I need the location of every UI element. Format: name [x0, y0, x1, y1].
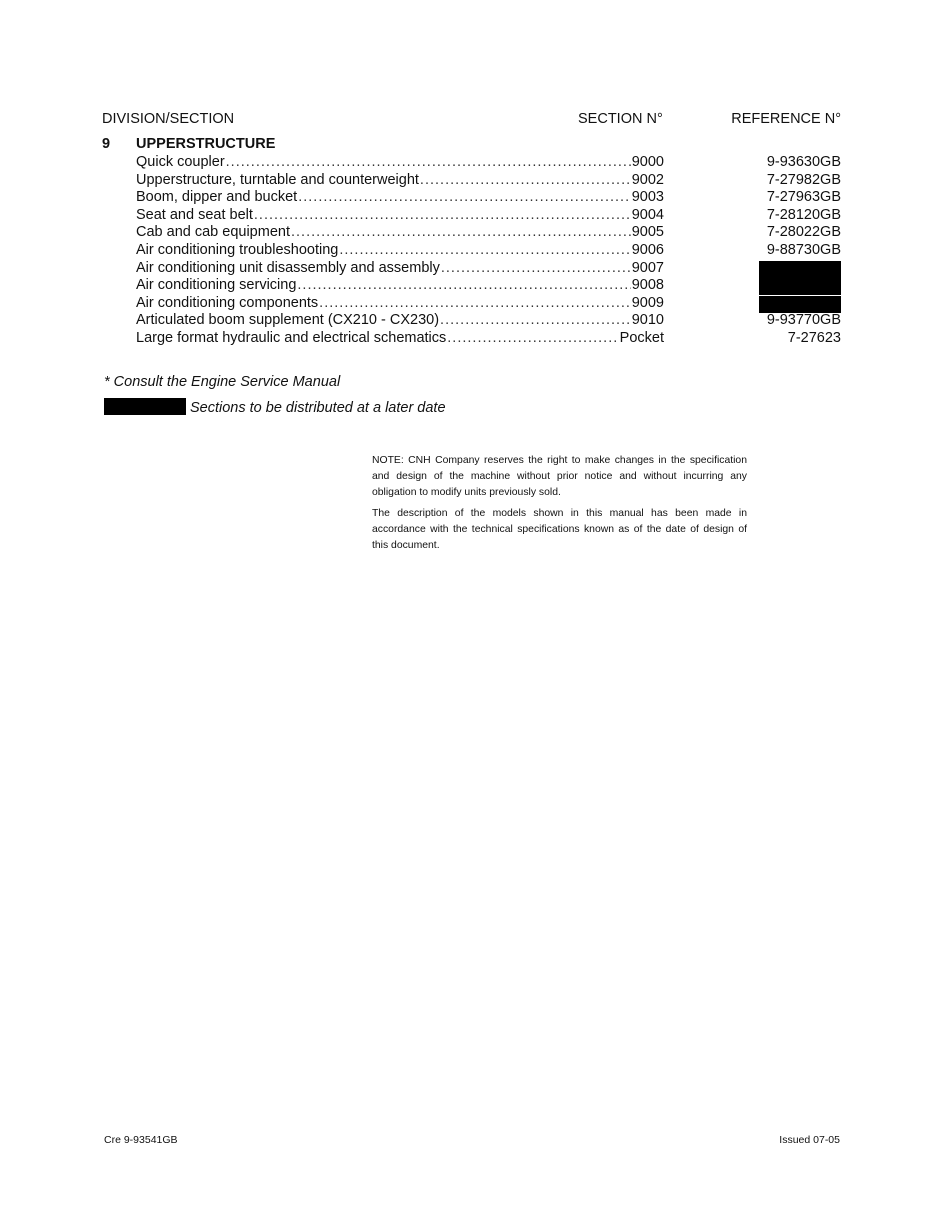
entry-reference-number: 7-28022GB: [766, 224, 841, 241]
legend-swatch: [104, 398, 186, 415]
entry-label: Cab and cab equipment: [136, 224, 290, 241]
table-row: [136, 260, 841, 278]
entry-label: Articulated boom supplement (CX210 - CX230): [136, 312, 440, 329]
table-row: [136, 154, 841, 172]
dot-leader: [339, 242, 630, 260]
section-number: 9: [102, 136, 111, 152]
entry-leader: [136, 224, 664, 242]
table-row: [136, 224, 841, 242]
entry-section-number: 9009: [631, 294, 664, 311]
footer-issue-date: Issued 07-05: [779, 1134, 840, 1146]
entry-label: Quick coupler: [136, 154, 225, 170]
dot-leader: [298, 189, 631, 207]
entry-reference-number: 9-88730GB: [766, 241, 841, 258]
footnote: * Consult the Engine Service Manual: [104, 374, 341, 390]
entry-section-number: Pocket: [619, 329, 664, 346]
table-row: [136, 172, 841, 190]
table-row: [136, 207, 841, 225]
table-row: [136, 189, 841, 207]
entry-leader: [136, 242, 664, 260]
dot-leader: [319, 295, 631, 313]
section-entries: [136, 154, 841, 348]
legend-text: Sections to be distributed at a later date: [190, 400, 446, 416]
pending-reference-box: [759, 296, 841, 313]
header-section-number: SECTION N°: [578, 111, 663, 127]
entry-label: Air conditioning servicing: [136, 277, 297, 294]
entry-section-number: 9002: [631, 171, 664, 188]
entry-reference-number: 9-93770GB: [766, 312, 841, 329]
entry-label: Seat and seat belt: [136, 206, 253, 223]
table-row: [136, 277, 841, 295]
entry-section-number: 9005: [631, 224, 664, 241]
entry-leader: [136, 277, 664, 295]
entry-label: Upperstructure, turntable and counterweight: [136, 171, 419, 188]
entry-leader: [136, 312, 664, 330]
entry-section-number: 9010: [631, 312, 664, 329]
dot-leader: [297, 277, 630, 295]
dot-leader: [226, 154, 631, 172]
header-reference-number: REFERENCE N°: [731, 111, 841, 127]
entry-leader: [136, 172, 664, 190]
entry-reference-number: 7-27982GB: [766, 171, 841, 188]
section-title: UPPERSTRUCTURE: [136, 136, 276, 152]
pending-reference-box: [759, 278, 841, 295]
entry-label: Air conditioning troubleshooting: [136, 241, 339, 258]
dot-leader: [447, 330, 618, 348]
entry-leader: [136, 189, 664, 207]
entry-reference-number: 7-27623: [787, 329, 841, 346]
table-row: [136, 242, 841, 260]
dot-leader: [441, 260, 631, 278]
entry-label: Large format hydraulic and electrical schematics: [136, 329, 447, 346]
header-division: DIVISION/SECTION: [102, 111, 235, 127]
entry-leader: [136, 295, 664, 313]
entry-leader: [136, 330, 664, 348]
entry-section-number: 9007: [631, 259, 664, 276]
footer-document-code: Cre 9-93541GB: [104, 1134, 178, 1146]
entry-leader: [136, 260, 664, 278]
note-paragraph-2: The description of the models shown in this manual has been made in accordance with the technical specifications known as of the date of design of this document.: [372, 508, 747, 551]
dot-leader: [254, 207, 631, 225]
table-row: [136, 330, 841, 348]
entry-reference-number: 7-27963GB: [766, 189, 841, 206]
table-row: [136, 295, 841, 313]
entry-reference-number: 9-93630GB: [766, 154, 841, 170]
entry-label: Boom, dipper and bucket: [136, 189, 298, 206]
entry-section-number: 9004: [631, 206, 664, 223]
entry-section-number: 9000: [631, 154, 664, 170]
dot-leader: [440, 312, 631, 330]
entry-label: Air conditioning unit disassembly and assembly: [136, 259, 440, 276]
note-paragraph-1: NOTE: CNH Company reserves the right to make changes in the specification and design of the machine without prior notice and without incurring any obligation to modify units previously sold.: [372, 455, 747, 498]
dot-leader: [420, 172, 631, 190]
entry-section-number: 9003: [631, 189, 664, 206]
entry-section-number: 9008: [631, 277, 664, 294]
entry-reference-number: 7-28120GB: [766, 206, 841, 223]
dot-leader: [291, 224, 631, 242]
entry-leader: [136, 207, 664, 225]
entry-leader: [136, 154, 664, 172]
entry-label: Air conditioning components: [136, 294, 319, 311]
table-row: [136, 312, 841, 330]
entry-section-number: 9006: [631, 241, 664, 258]
pending-reference-box: [759, 261, 841, 278]
